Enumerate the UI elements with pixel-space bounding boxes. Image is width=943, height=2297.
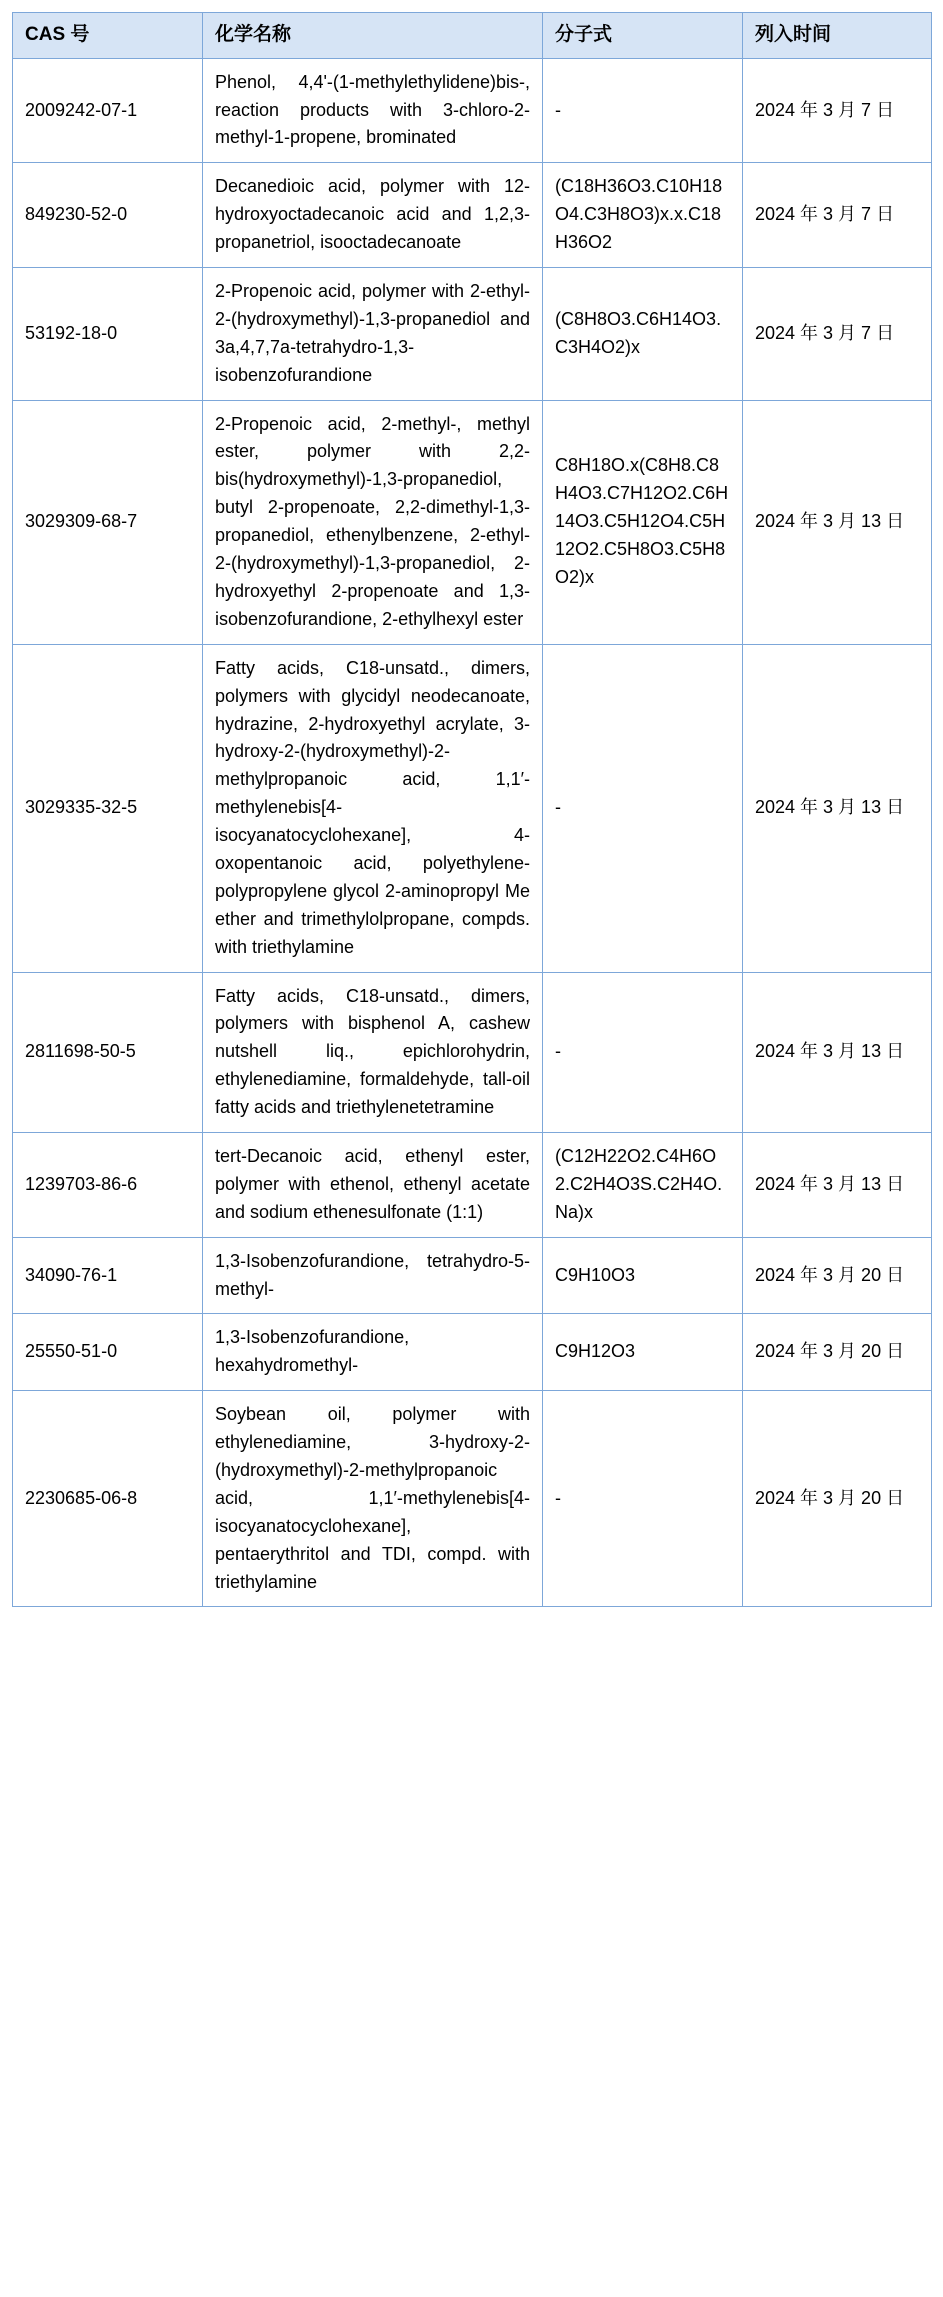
cell-listing-date: 2024 年 3 月 20 日 — [743, 1237, 932, 1314]
table-header — [13, 13, 932, 59]
cell-listing-date: 2024 年 3 月 13 日 — [743, 400, 932, 644]
table-row — [13, 400, 932, 644]
cell-chemical-name: Fatty acids, C18-unsatd., dimers, polymers with bisphenol A, cashew nutshell liq., epichlorohydrin, ethylenediamine, formaldehyde, tall-oil fatty acids and triethylenetetramine — [203, 972, 543, 1132]
cell-molecular-formula: (C12H22O2.C4H6O2.C2H4O3S.C2H4O.Na)x — [543, 1132, 743, 1237]
cell-cas: 2009242-07-1 — [13, 58, 203, 163]
cell-chemical-name: 2-Propenoic acid, 2-methyl-, methyl ester, polymer with 2,2-bis(hydroxymethyl)-1,3-propanediol, butyl 2-propenoate, 2,2-dimethyl-1,3-propanediol, ethenylbenzene, 2-ethyl-2-(hydroxymethyl)-1,3-propanediol, 2-hydroxyethyl 2-propenoate and 1,3-isobenzofurandione, 2-ethylhexyl ester — [203, 400, 543, 644]
cell-molecular-formula: C9H10O3 — [543, 1237, 743, 1314]
cell-listing-date: 2024 年 3 月 13 日 — [743, 1132, 932, 1237]
cell-chemical-name: 2-Propenoic acid, polymer with 2-ethyl-2-(hydroxymethyl)-1,3-propanediol and 3a,4,7,7a-tetrahydro-1,3-isobenzofurandione — [203, 268, 543, 401]
table-body — [13, 58, 932, 1607]
cell-listing-date: 2024 年 3 月 7 日 — [743, 58, 932, 163]
cell-cas: 3029309-68-7 — [13, 400, 203, 644]
table-row — [13, 644, 932, 972]
cell-molecular-formula: C9H12O3 — [543, 1314, 743, 1391]
cell-chemical-name: 1,3-Isobenzofurandione, hexahydromethyl- — [203, 1314, 543, 1391]
cell-listing-date: 2024 年 3 月 7 日 — [743, 163, 932, 268]
cell-listing-date: 2024 年 3 月 7 日 — [743, 268, 932, 401]
cell-molecular-formula: (C18H36O3.C10H18O4.C3H8O3)x.x.C18H36O2 — [543, 163, 743, 268]
cell-chemical-name: Soybean oil, polymer with ethylenediamine, 3-hydroxy-2-(hydroxymethyl)-2-methylpropanoic acid, 1,1′-methylenebis[4-isocyanatocyclohexane], pentaerythritol and TDI, compd. with triethylamine — [203, 1391, 543, 1607]
table-row — [13, 58, 932, 163]
cell-cas: 849230-52-0 — [13, 163, 203, 268]
table-row — [13, 1132, 932, 1237]
cell-chemical-name: Fatty acids, C18-unsatd., dimers, polymers with glycidyl neodecanoate, hydrazine, 2-hydroxyethyl acrylate, 3-hydroxy-2-(hydroxymethyl)-2-methylpropanoic acid, 1,1′-methylenebis[4-isocyanatocyclohexane], 4-oxopentanoic acid, polyethylene-polypropylene glycol 2-aminopropyl Me ether and trimethylolpropane, compds. with triethylamine — [203, 644, 543, 972]
cell-chemical-name: Decanedioic acid, polymer with 12-hydroxyoctadecanoic acid and 1,2,3-propanetriol, isooctadecanoate — [203, 163, 543, 268]
table-row — [13, 1314, 932, 1391]
table-row — [13, 1391, 932, 1607]
cell-molecular-formula: C8H18O.x(C8H8.C8H4O3.C7H12O2.C6H14O3.C5H12O4.C5H12O2.C5H8O3.C5H8O2)x — [543, 400, 743, 644]
cell-listing-date: 2024 年 3 月 13 日 — [743, 972, 932, 1132]
cell-molecular-formula: (C8H8O3.C6H14O3.C3H4O2)x — [543, 268, 743, 401]
cell-molecular-formula: - — [543, 644, 743, 972]
column-header-cas: CAS 号 — [13, 13, 203, 59]
cell-molecular-formula: - — [543, 972, 743, 1132]
table-row — [13, 972, 932, 1132]
cas-substance-table — [12, 12, 932, 1607]
cell-cas: 2230685-06-8 — [13, 1391, 203, 1607]
cell-cas: 25550-51-0 — [13, 1314, 203, 1391]
table-header-row — [13, 13, 932, 59]
cell-molecular-formula: - — [543, 1391, 743, 1607]
column-header-listing-date: 列入时间 — [743, 13, 932, 59]
cell-chemical-name: 1,3-Isobenzofurandione, tetrahydro-5-methyl- — [203, 1237, 543, 1314]
cell-listing-date: 2024 年 3 月 20 日 — [743, 1314, 932, 1391]
cell-cas: 2811698-50-5 — [13, 972, 203, 1132]
cell-chemical-name: Phenol, 4,4'-(1-methylethylidene)bis-, reaction products with 3-chloro-2-methyl-1-propene, brominated — [203, 58, 543, 163]
cell-cas: 3029335-32-5 — [13, 644, 203, 972]
cell-cas: 34090-76-1 — [13, 1237, 203, 1314]
cell-listing-date: 2024 年 3 月 20 日 — [743, 1391, 932, 1607]
table-row — [13, 163, 932, 268]
cell-chemical-name: tert-Decanoic acid, ethenyl ester, polymer with ethenol, ethenyl acetate and sodium ethenesulfonate (1:1) — [203, 1132, 543, 1237]
cell-molecular-formula: - — [543, 58, 743, 163]
cell-cas: 53192-18-0 — [13, 268, 203, 401]
cell-listing-date: 2024 年 3 月 13 日 — [743, 644, 932, 972]
column-header-molecular-formula: 分子式 — [543, 13, 743, 59]
table-row — [13, 268, 932, 401]
column-header-chemical-name: 化学名称 — [203, 13, 543, 59]
table-row — [13, 1237, 932, 1314]
cell-cas: 1239703-86-6 — [13, 1132, 203, 1237]
